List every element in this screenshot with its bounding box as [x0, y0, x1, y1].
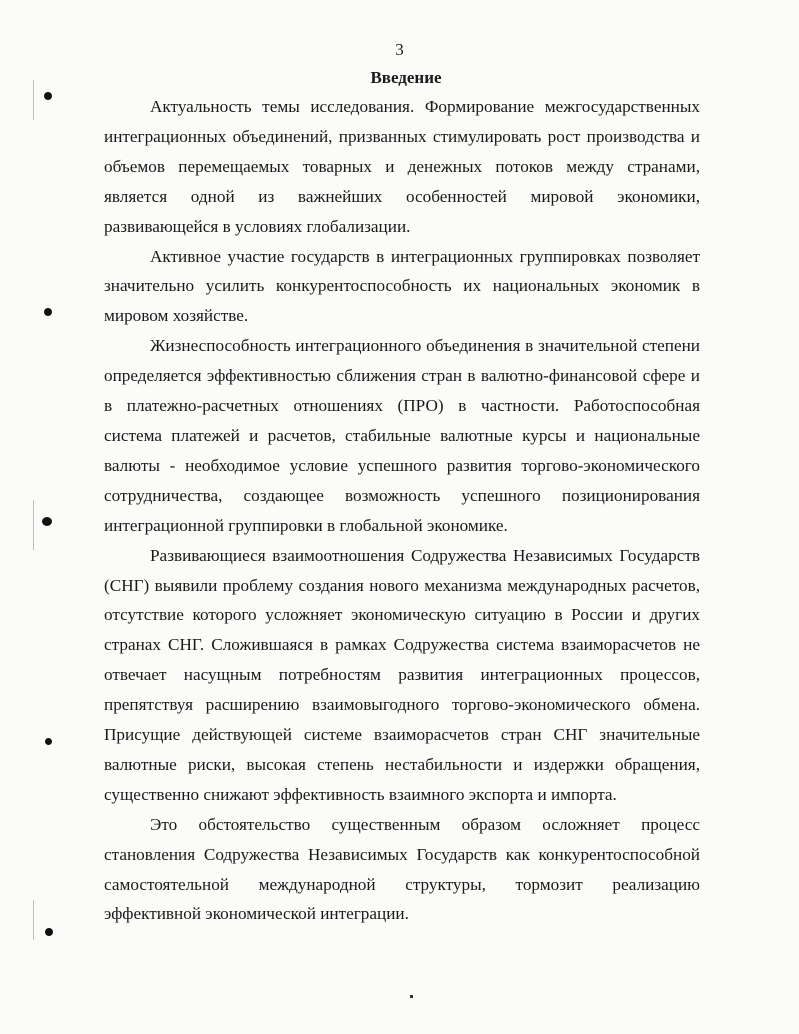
scan-edge-mark	[33, 500, 34, 550]
scan-speck	[410, 995, 413, 998]
paragraph-3: Жизнеспособность интеграционного объединения в значительной степени определяется эффективностью сближения стран в валютно-финансовой сфере и в платежно-расчетных отношениях (ПРО) в частности. Работоспособная система платежей и расчетов, стабильные валютные курсы и национальные валюты - необходимое условие успешного развития торгово-экономического сотрудничества, создающее возможность успешного позиционирования интеграционной группировки в глобальной экономике.	[104, 336, 700, 535]
paragraph-5: Это обстоятельство существенным образом осложняет процесс становления Содружества Независимых Государств как конкурентоспособной самостоятельной международной структуры, тормозит реализацию эффективной экономической интеграции.	[104, 814, 700, 924]
scan-edge-mark	[33, 900, 34, 940]
punch-hole-mark	[42, 517, 52, 526]
punch-hole-mark	[45, 928, 53, 936]
paragraph-1: Актуальность темы исследования. Формирование межгосударственных интеграционных объединений, призванных стимулировать рост производства и объемов перемещаемых товарных и денежных потоков между странами, является одной из важнейших особенностей мировой экономики, развивающейся в условиях глобализации.	[104, 97, 700, 236]
paragraph-2: Активное участие государств в интеграционных группировках позволяет значительно усилить конкурентоспособность их национальных экономик в мировом хозяйстве.	[104, 246, 700, 326]
page-number: 3	[395, 40, 404, 59]
document-body	[104, 92, 700, 929]
punch-hole-mark	[44, 308, 52, 316]
scan-edge-mark	[33, 80, 34, 120]
page-title: Введение	[370, 68, 442, 87]
punch-hole-mark	[44, 92, 52, 100]
paragraph-4: Развивающиеся взаимоотношения Содружества Независимых Государств (СНГ) выявили проблему создания нового механизма международных расчетов, отсутствие которого усложняет экономическую ситуацию в России и других странах СНГ. Сложившаяся в рамках Содружества система взаиморасчетов не отвечает насущным потребностям развития интеграционных процессов, препятствуя расширению взаимовыгодного торгово-экономического обмена. Присущие действующей системе взаиморасчетов стран СНГ значительные валютные риски, высокая степень нестабильности и издержки обращения, существенно снижают эффективность взаимного экспорта и импорта.	[104, 545, 700, 804]
punch-hole-mark	[45, 738, 52, 745]
